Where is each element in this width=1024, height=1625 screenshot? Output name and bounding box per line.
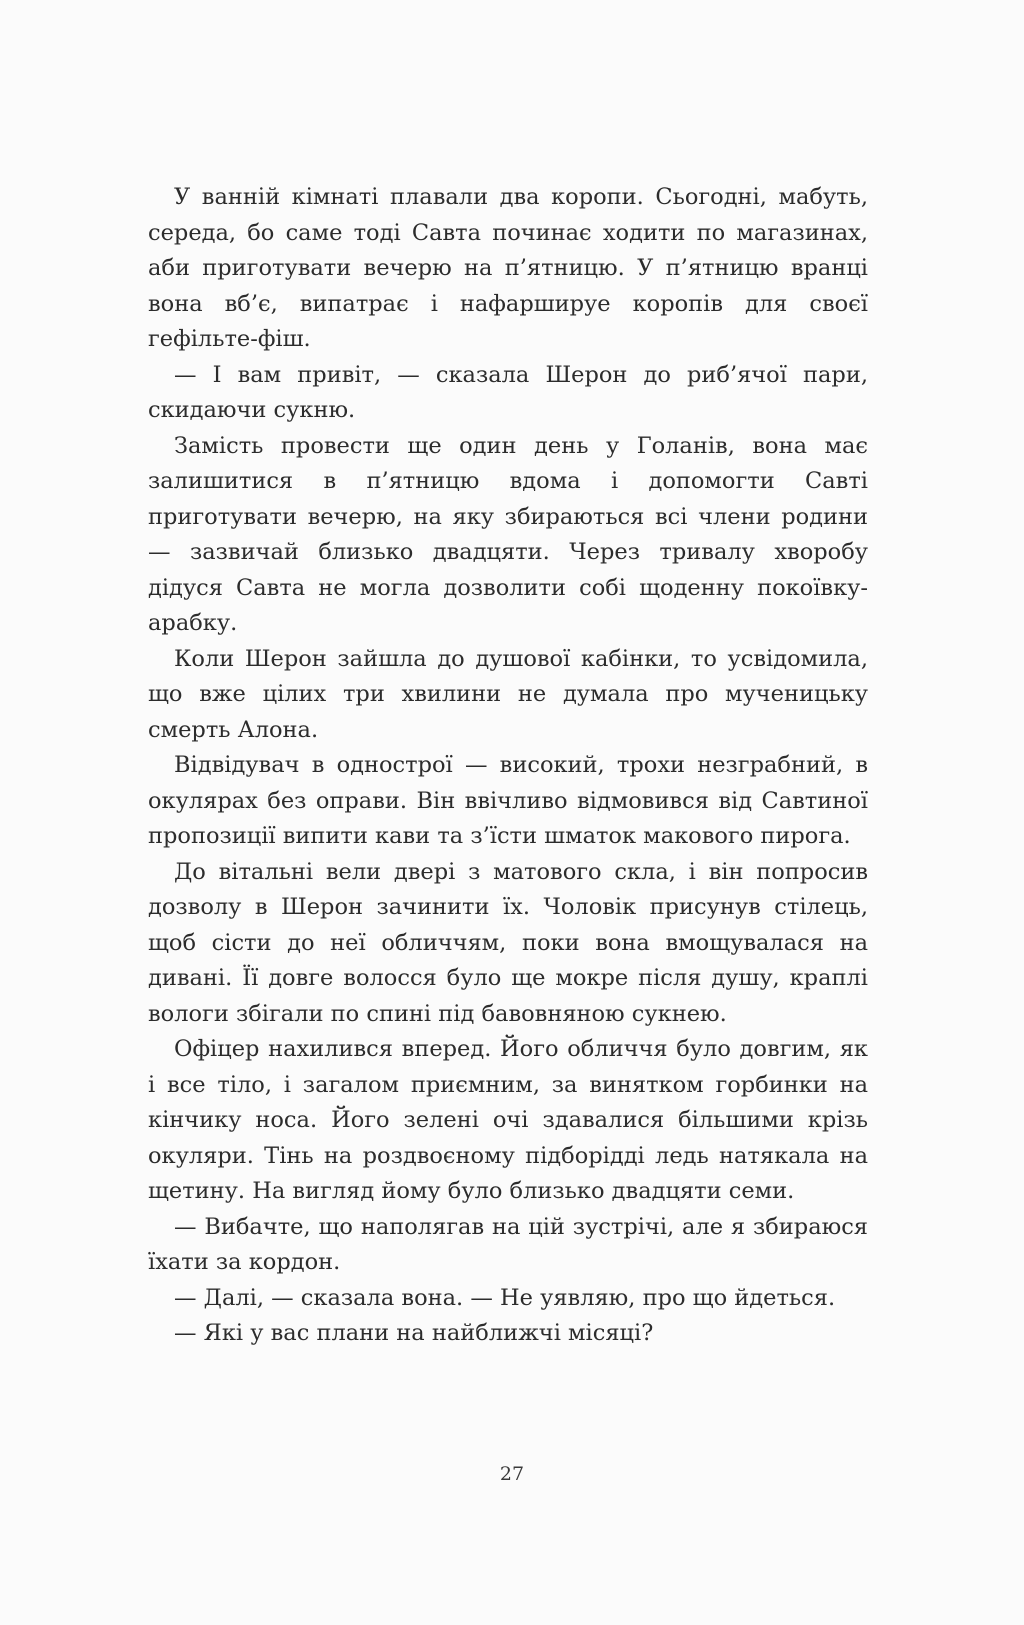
paragraph-10: — Які у вас плани на найближчі місяці? (174, 1320, 654, 1346)
paragraph-7: Офіцер нахилився вперед. Його обличчя було довгим, як і все тіло, і загалом приємним, за винятком горбинки на кінчику носа. Його зелені очі здавалися більшими крізь окуляри. Тінь на роздвоєному підборідді ледь натякала на щетину. На вигляд йому було близько двадцяти семи. (148, 1036, 868, 1204)
paragraph-8: — Вибачте, що наполягав на цій зустрічі, але я збираюся їхати за кордон. (148, 1213, 868, 1275)
paragraph-2: — І вам привіт, — сказала Шерон до риб’ячої пари, скидаючи сукню. (148, 361, 868, 423)
paragraph-6: До вітальні вели двері з матового скла, і він попросив дозволу в Шерон зачинити їх. Чоловік присунув стілець, щоб сісти до неї обличчям, поки вона вмощувалася на дивані. Її довге волосся було ще мокре після душу, краплі вологи збігали по спині під бавовняною сукнею. (148, 858, 868, 1027)
page-number: 27 (499, 1463, 525, 1485)
paragraph-4: Коли Шерон зайшла до душової кабінки, то усвідомила, що вже цілих три хвилини не думала про мученицьку смерть Алона. (148, 645, 868, 743)
paragraph-1: У ванній кімнаті плавали два коропи. Сьогодні, мабуть, середа, бо саме тоді Савта починає ходити по магазинах, аби приготувати вечерю на п’ятницю. У п’ятницю вранці вона вб’є, випатрає і нафаршируе коропів для своєї гефільте-фіш. (148, 184, 868, 352)
paragraph-3: Замість провести ще один день у Голанів, вона має залишитися в п’ятницю вдома і допомогти Савті приготувати вечерю, на яку збираються всі члени родини — зазвичай близько двадцяти. Через тривалу хворобу дідуся Савта не могла дозволити собі щоденну покоївку-арабку. (148, 432, 868, 636)
body-text (148, 180, 868, 1352)
paragraph-9: — Далі, — сказала вона. — Не уявляю, про що йдеться. (174, 1284, 836, 1311)
paragraph-5: Відвідувач в однострої — високий, трохи незграбний, в окулярах без оправи. Він ввічливо відмовився від Савтиної пропозиції випити кави та з’їсти шматок макового пирога. (148, 752, 868, 849)
